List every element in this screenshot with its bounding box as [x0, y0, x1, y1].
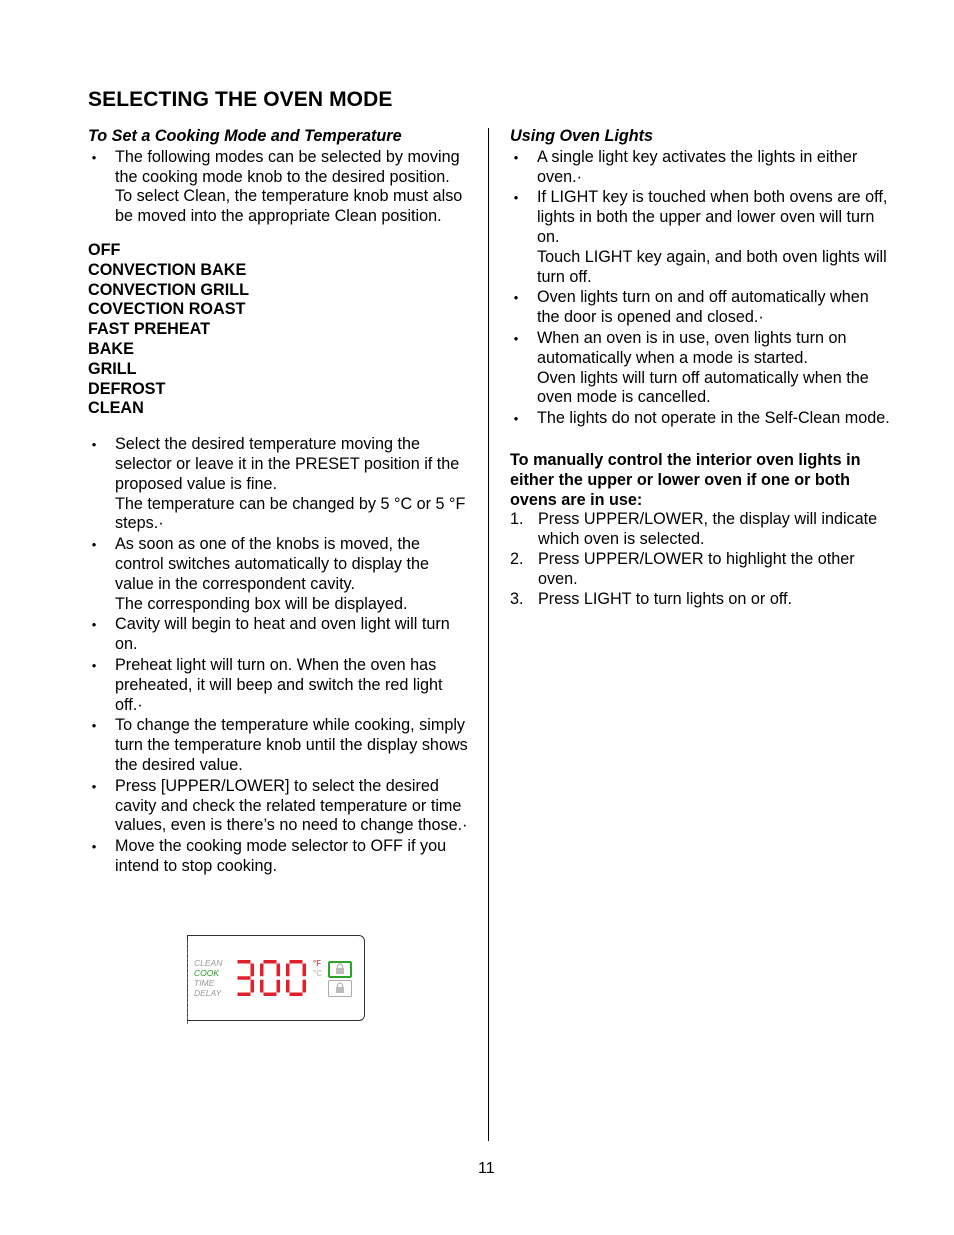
step-number: 1.	[510, 510, 524, 529]
fahrenheit-indicator: °F	[313, 959, 322, 968]
bullet-text: The following modes can be selected by moving the cooking mode knob to the desired position. To select Clean, the temperature knob must also be moved into the appropriate Clean position.	[115, 147, 463, 226]
bullet-icon: •	[91, 657, 97, 673]
bullet-text: Oven lights turn on and off automatically when the door is opened and closed.·	[537, 288, 869, 327]
mode-item: FAST PREHEAT	[88, 320, 211, 339]
bullet-icon: •	[513, 190, 519, 206]
digit-segment	[264, 960, 277, 964]
bullet-item	[510, 148, 890, 188]
bullet-item	[510, 329, 890, 408]
mode-item: OFF	[88, 240, 121, 259]
bullet-icon: •	[513, 149, 519, 165]
bullet-text: Cavity will begin to heat and oven light will turn on.	[115, 615, 450, 654]
bullet-note: The corresponding box will be displayed.	[115, 594, 408, 613]
lower-oven-lock-icon	[328, 980, 352, 997]
bullet-icon: •	[513, 290, 519, 306]
manual-control-heading: To manually control the interior oven lights in either the upper or lower oven if one or both ovens are in use:	[510, 450, 861, 509]
bullet-icon: •	[513, 411, 519, 427]
display-mode-label: TIME	[194, 978, 215, 988]
bullet-note: Touch LIGHT key again, and both oven lights will turn off.	[537, 247, 887, 286]
digit-segment	[264, 993, 277, 997]
oven-display-panel	[187, 935, 365, 1021]
digit-segment	[238, 976, 251, 980]
bullet-item	[88, 535, 468, 614]
bullet-note: Oven lights will turn off automatically when the oven mode is cancelled.	[537, 368, 869, 407]
steps-list	[510, 510, 890, 609]
step-item	[510, 510, 890, 550]
bullet-item	[510, 188, 890, 287]
digit-segment	[251, 964, 255, 977]
bullet-text: The lights do not operate in the Self-Clean mode.	[537, 409, 890, 428]
bullet-text: If LIGHT key is touched when both ovens are off, lights in both the upper and lower oven will turn on.	[537, 188, 888, 246]
step-item	[510, 590, 890, 610]
display-mode-label: COOK	[194, 968, 220, 978]
column-divider	[488, 128, 489, 1141]
digit-segment	[290, 960, 303, 964]
right-column	[510, 127, 890, 609]
bullet-item	[510, 288, 890, 328]
bullet-text: Preheat light will turn on. When the oven has preheated, it will beep and switch the red light off.·	[115, 655, 443, 714]
intro-list	[88, 148, 468, 227]
bullet-icon: •	[91, 617, 97, 633]
step-text: Press UPPER/LOWER, the display will indicate which oven is selected.	[538, 510, 878, 549]
step-item	[510, 550, 890, 590]
bullet-icon: •	[513, 330, 519, 346]
digit-segment	[286, 964, 290, 977]
mode-list	[88, 241, 468, 419]
celsius-indicator: °C	[313, 969, 322, 978]
digit-segment	[260, 964, 264, 977]
page-number: 11	[478, 1160, 495, 1177]
digit-segment	[238, 993, 251, 997]
step-number: 2.	[510, 549, 524, 568]
bullet-item	[88, 656, 468, 715]
bullet-text: Select the desired temperature moving the selector or leave it in the PRESET position if the proposed value is fine.	[115, 435, 460, 493]
digit-segment	[277, 964, 281, 977]
bullet-item	[88, 435, 468, 534]
bullet-text: When an oven is in use, oven lights turn on automatically when a mode is started.	[537, 328, 847, 367]
step-text: Press UPPER/LOWER to highlight the other oven.	[538, 549, 855, 588]
section-subheading: To Set a Cooking Mode and Temperature	[88, 127, 402, 145]
digit-segment	[277, 980, 281, 993]
bullet-item	[88, 716, 468, 775]
bullet-text: As soon as one of the knobs is moved, the control switches automatically to display the value in the correspondent cavity.	[115, 535, 430, 593]
digit-segment	[260, 980, 264, 993]
display-mode-label: DELAY	[194, 988, 222, 998]
bullet-item	[88, 777, 468, 836]
bullet-icon: •	[91, 437, 97, 453]
lights-list	[510, 148, 890, 429]
bullet-text: A single light key activates the lights in either oven.·	[537, 147, 858, 186]
mode-item: CONVECTION BAKE	[88, 260, 247, 279]
page-title: SELECTING THE OVEN MODE	[88, 88, 393, 111]
mode-item: BAKE	[88, 339, 134, 358]
bullet-icon: •	[91, 537, 97, 553]
step-text: Press LIGHT to turn lights on or off.	[538, 589, 793, 608]
digit-segment	[286, 980, 290, 993]
bullet-icon: •	[91, 718, 97, 734]
bullet-icon: •	[91, 839, 97, 855]
bullet-icon: •	[91, 149, 97, 165]
bullet-item	[88, 615, 468, 655]
step-number: 3.	[510, 589, 524, 608]
bullet-text: To change the temperature while cooking, simply turn the temperature knob until the display shows the desired value.	[115, 716, 468, 774]
mode-item: CLEAN	[88, 399, 144, 418]
bullet-text: Press [UPPER/LOWER] to select the desired cavity and check the related temperature or time values, even is there’s no need to change those.·	[115, 776, 468, 835]
mode-item: COVECTION ROAST	[88, 300, 246, 319]
instructions-list	[88, 435, 468, 877]
digit-segment	[303, 980, 307, 993]
bullet-item	[510, 409, 890, 429]
bullet-text: Move the cooking mode selector to OFF if you intend to stop cooking.	[115, 837, 447, 875]
mode-item: GRILL	[88, 359, 137, 378]
upper-oven-lock-icon	[328, 961, 352, 978]
bullet-item	[88, 837, 468, 877]
digit-segment	[303, 964, 307, 977]
mode-labels	[194, 958, 222, 998]
panel-edge	[187, 942, 189, 1024]
digit-segment	[238, 960, 251, 964]
digit-segment	[290, 993, 303, 997]
digit-segment	[251, 980, 255, 993]
bullet-icon: •	[91, 778, 97, 794]
bullet-item	[88, 148, 468, 227]
display-mode-label: CLEAN	[194, 958, 223, 968]
mode-item: DEFROST	[88, 379, 166, 398]
mode-item: CONVECTION GRILL	[88, 280, 249, 299]
unit-indicator	[313, 959, 322, 979]
section-subheading: Using Oven Lights	[510, 127, 654, 145]
left-column	[88, 127, 468, 878]
bullet-note: The temperature can be changed by 5 °C or 5 °F steps.·	[115, 494, 466, 533]
seven-segment-digits	[232, 958, 310, 998]
